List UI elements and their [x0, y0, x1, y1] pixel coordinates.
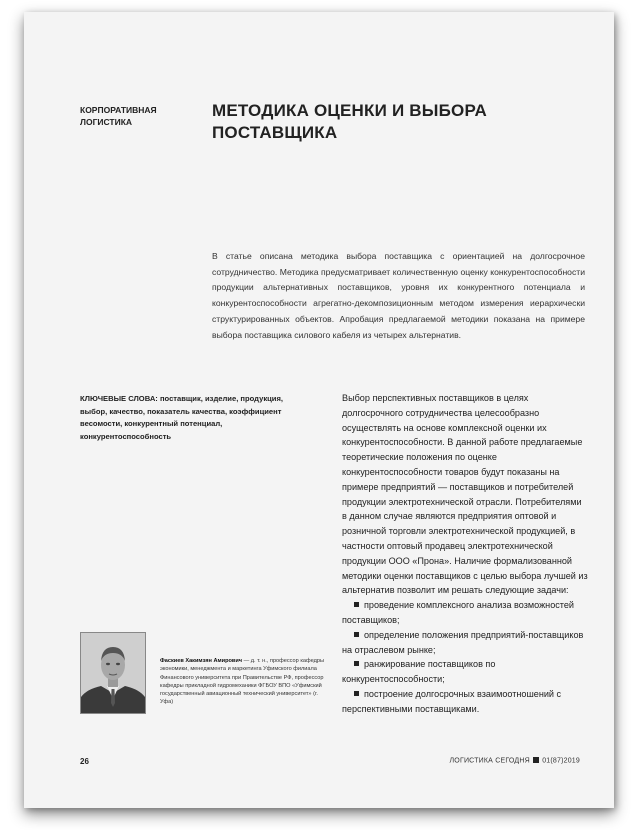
journal-name: ЛОГИСТИКА СЕГОДНЯ — [449, 757, 530, 765]
section-label: КОРПОРАТИВНАЯ ЛОГИСТИКА — [80, 105, 157, 127]
list-item: построение долгосрочных взаимоотношений с перспективными поставщиками. — [342, 688, 562, 714]
bullet-icon — [354, 691, 359, 696]
magazine-page — [24, 12, 614, 808]
author-portrait-icon — [81, 633, 145, 713]
journal-issue: 01(87)2019 — [542, 757, 580, 765]
list-item: определение положения предприятий-поставщиков на отраслевом рынке; — [342, 629, 584, 655]
bullet-icon — [354, 632, 359, 637]
task-list — [342, 598, 588, 716]
article-title: МЕТОДИКА ОЦЕНКИ И ВЫБОРА ПОСТАВЩИКА — [212, 101, 487, 142]
article-abstract: В статье описана методика выбора поставщика с ориентацией на долгосрочное сотрудничество. Методика предусматривает количественную оценку конкурентоспособности продукции альтернативных поставщиков, уровня их конкурентного потенциала и конкурентоспособности агрегатно-декомпозиционным методом измерения иерархически структурированных объектов. Апробация предлагаемой методики показана на примере выбора поставщика силового кабеля из четырех альтернатив. — [212, 251, 585, 340]
journal-footer — [450, 757, 580, 765]
list-item: ранжирование поставщиков по конкурентоспособности; — [342, 659, 496, 685]
keywords: КЛЮЧЕВЫЕ СЛОВА: поставщик, изделие, продукция, выбор, качество, показатель качества, коэффициент весомости, конкурентный потенциал, конкурентоспособность — [80, 394, 283, 441]
article-body — [342, 391, 588, 717]
author-photo — [80, 632, 146, 714]
author-description: — д. т. н., профессор кафедры экономики, менеджмента и маркетинга Уфимского филиала Финансового университета при Правительстве РФ, профессор кафедры прикладной гидромеханики ФГБОУ ВПО «Уфимский государственный авиационный технический университет» (г. Уфа) — [160, 658, 324, 706]
list-item: проведение комплексного анализа возможностей поставщиков; — [342, 600, 575, 625]
author-bio — [160, 657, 325, 707]
bullet-icon — [354, 661, 359, 666]
page-number: 26 — [80, 757, 89, 766]
body-intro-paragraph: Выбор перспективных поставщиков в целях долгосрочного сотрудничества целесообразно осуществлять на основе комплексной оценки их конкурентоспособности. В данной работе предлагаемые теоретические положения по оценке конкурентоспособности товаров будут показаны на примере предприятий — поставщиков и потребителей продукции электротехнической отрасли. Потребителями в данном случае являются предприятия оптовой и розничной торговли электротехнической продукцией, в частности оптовый продавец электротехнической продукции ООО «Прона». Наличие формализованной методики оценки поставщиков с целью выбора лучшей из альтернатив позволит им решать следующие задачи: — [342, 393, 588, 596]
bullet-icon — [354, 602, 359, 607]
square-icon — [533, 757, 539, 763]
author-name: Фаскиев Хакимзян Амирович — [160, 658, 243, 664]
